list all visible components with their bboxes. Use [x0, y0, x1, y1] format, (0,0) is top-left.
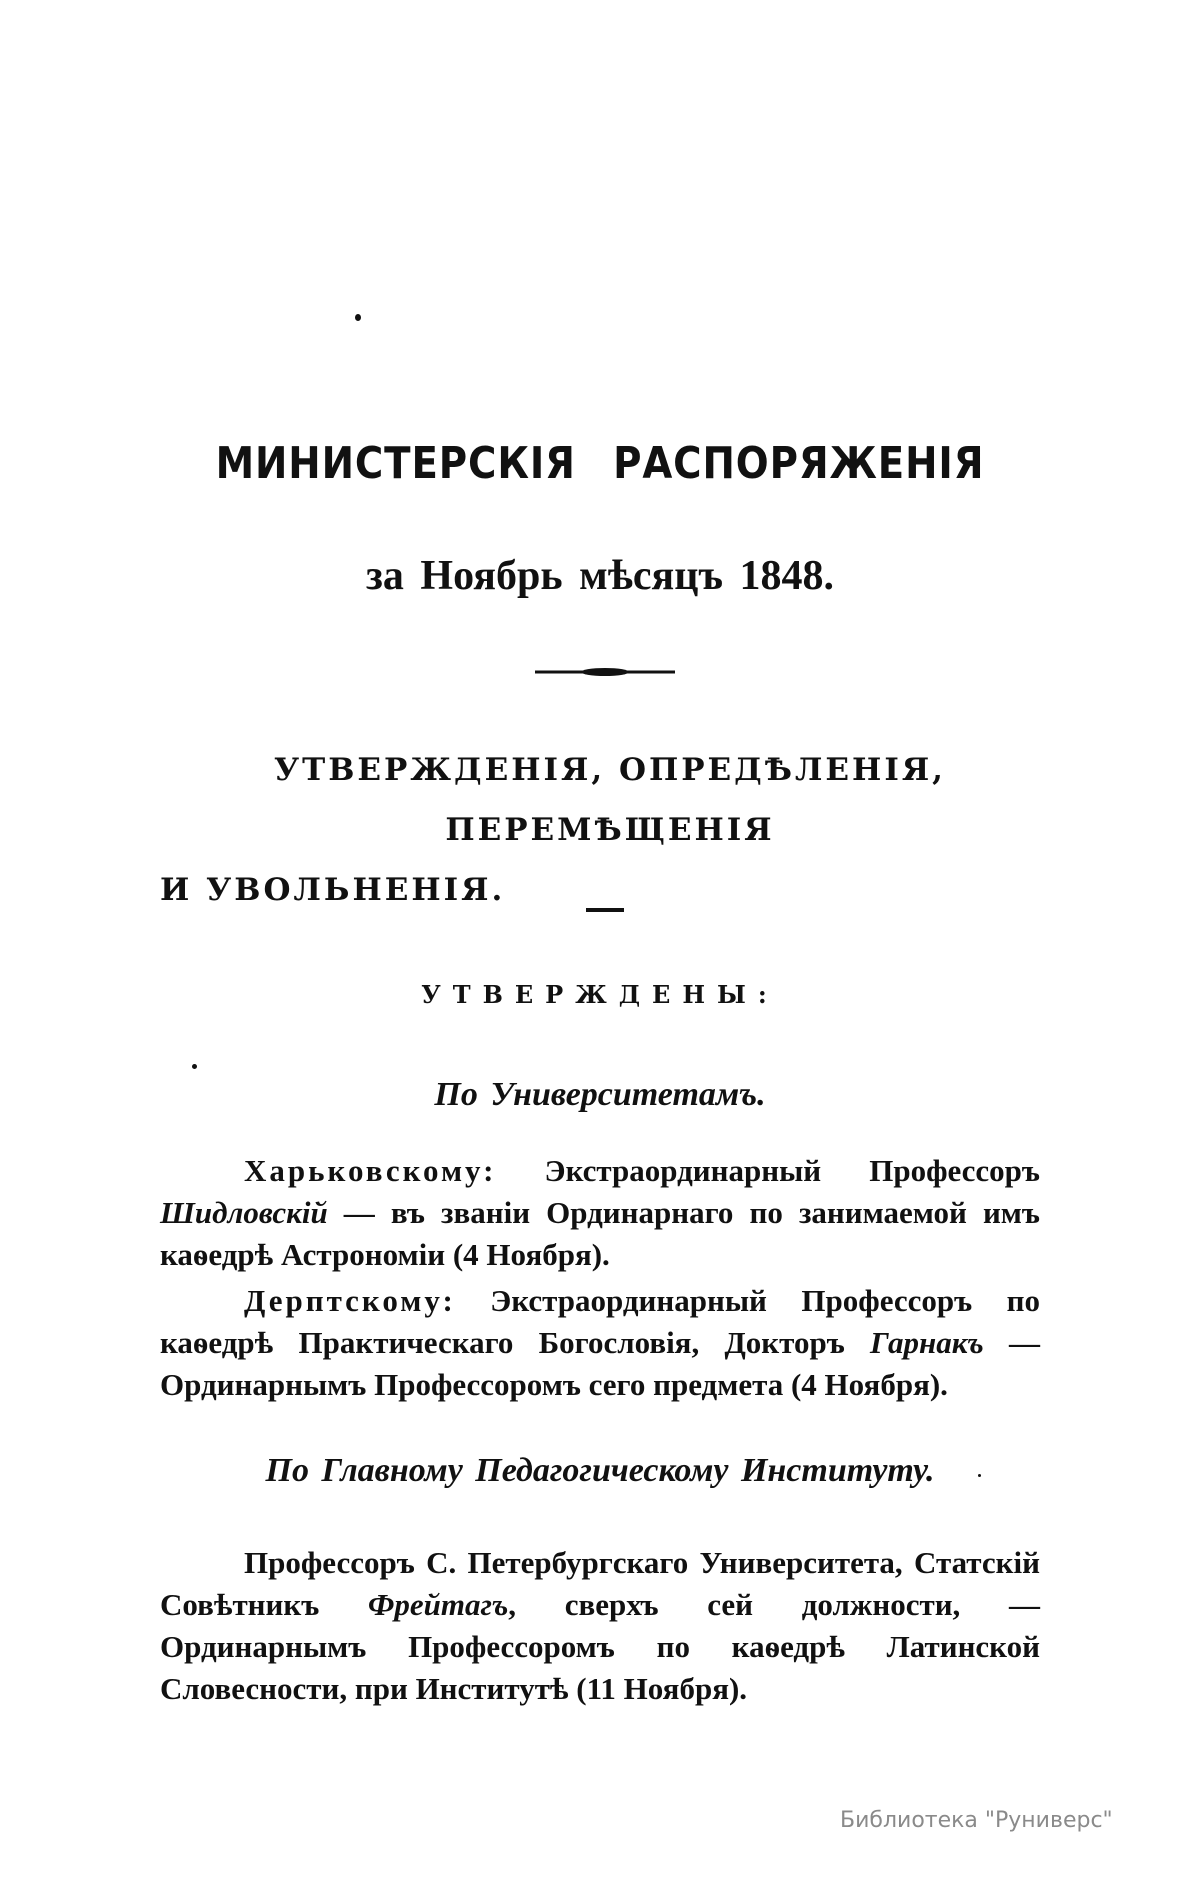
dash-divider — [586, 908, 624, 912]
paragraph-lead: Дерптскому: — [244, 1283, 456, 1318]
ornament-divider-icon — [535, 666, 675, 678]
paragraph-text: Экстраординарный Профессоръ по каѳедрѣ Практическаго Богословія, Докторъ — [160, 1283, 1040, 1360]
paragraph-text: Профессоръ С. Петербургскаго Университета, Статскій Совѣтникъ — [160, 1545, 1040, 1622]
paragraph-text: — въ званіи Ординарнаго по занимаемой имъ каѳедрѣ Астрономіи (4 Ноября). — [160, 1195, 1040, 1272]
approved-heading: УТВЕРЖДЕНЫ: — [421, 980, 779, 1009]
section-title-line: УТВЕРЖДЕНІЯ, ОПРЕДѢЛЕНІЯ, ПЕРЕМѢЩЕНІЯ — [274, 752, 946, 848]
section-title-line: И УВОЛЬНЕНІЯ. — [160, 872, 506, 908]
print-speck — [192, 1064, 197, 1069]
paragraph-text: , сверхъ сей должности, — Ординарнымъ Профессоромъ по каѳедрѣ Латинской Словесности, при Институтѣ (11 Ноября). — [160, 1587, 1040, 1706]
paragraph-institute — [160, 1542, 1040, 1710]
person-name: Гарнакъ — [870, 1325, 984, 1360]
person-name: Шидловскій — [160, 1195, 328, 1230]
page-subtitle: за Ноябрь мѣсяцъ 1848. — [366, 553, 834, 599]
person-name: Фрейтагъ — [368, 1587, 509, 1622]
page-title: МИНИСТЕРСКІЯ РАСПОРЯЖЕНІЯ — [215, 438, 985, 489]
section-title — [160, 740, 1060, 920]
subhead-universities: По Университетамъ. — [434, 1076, 766, 1113]
paragraph-dorpat — [160, 1280, 1040, 1406]
paragraph-lead: Харьковскому: — [244, 1153, 497, 1188]
paragraph-text: — Ординарнымъ Профессоромъ сего предмета (4 Ноября). — [160, 1325, 1040, 1402]
print-speck — [355, 314, 361, 321]
library-watermark: Библиотека "Руниверс" — [840, 1808, 1113, 1833]
paragraph-kharkov — [160, 1150, 1040, 1276]
subhead-institute: По Главному Педагогическому Институту. — [265, 1452, 935, 1489]
paragraph-text: Экстраординарный Профессоръ — [496, 1153, 1040, 1188]
